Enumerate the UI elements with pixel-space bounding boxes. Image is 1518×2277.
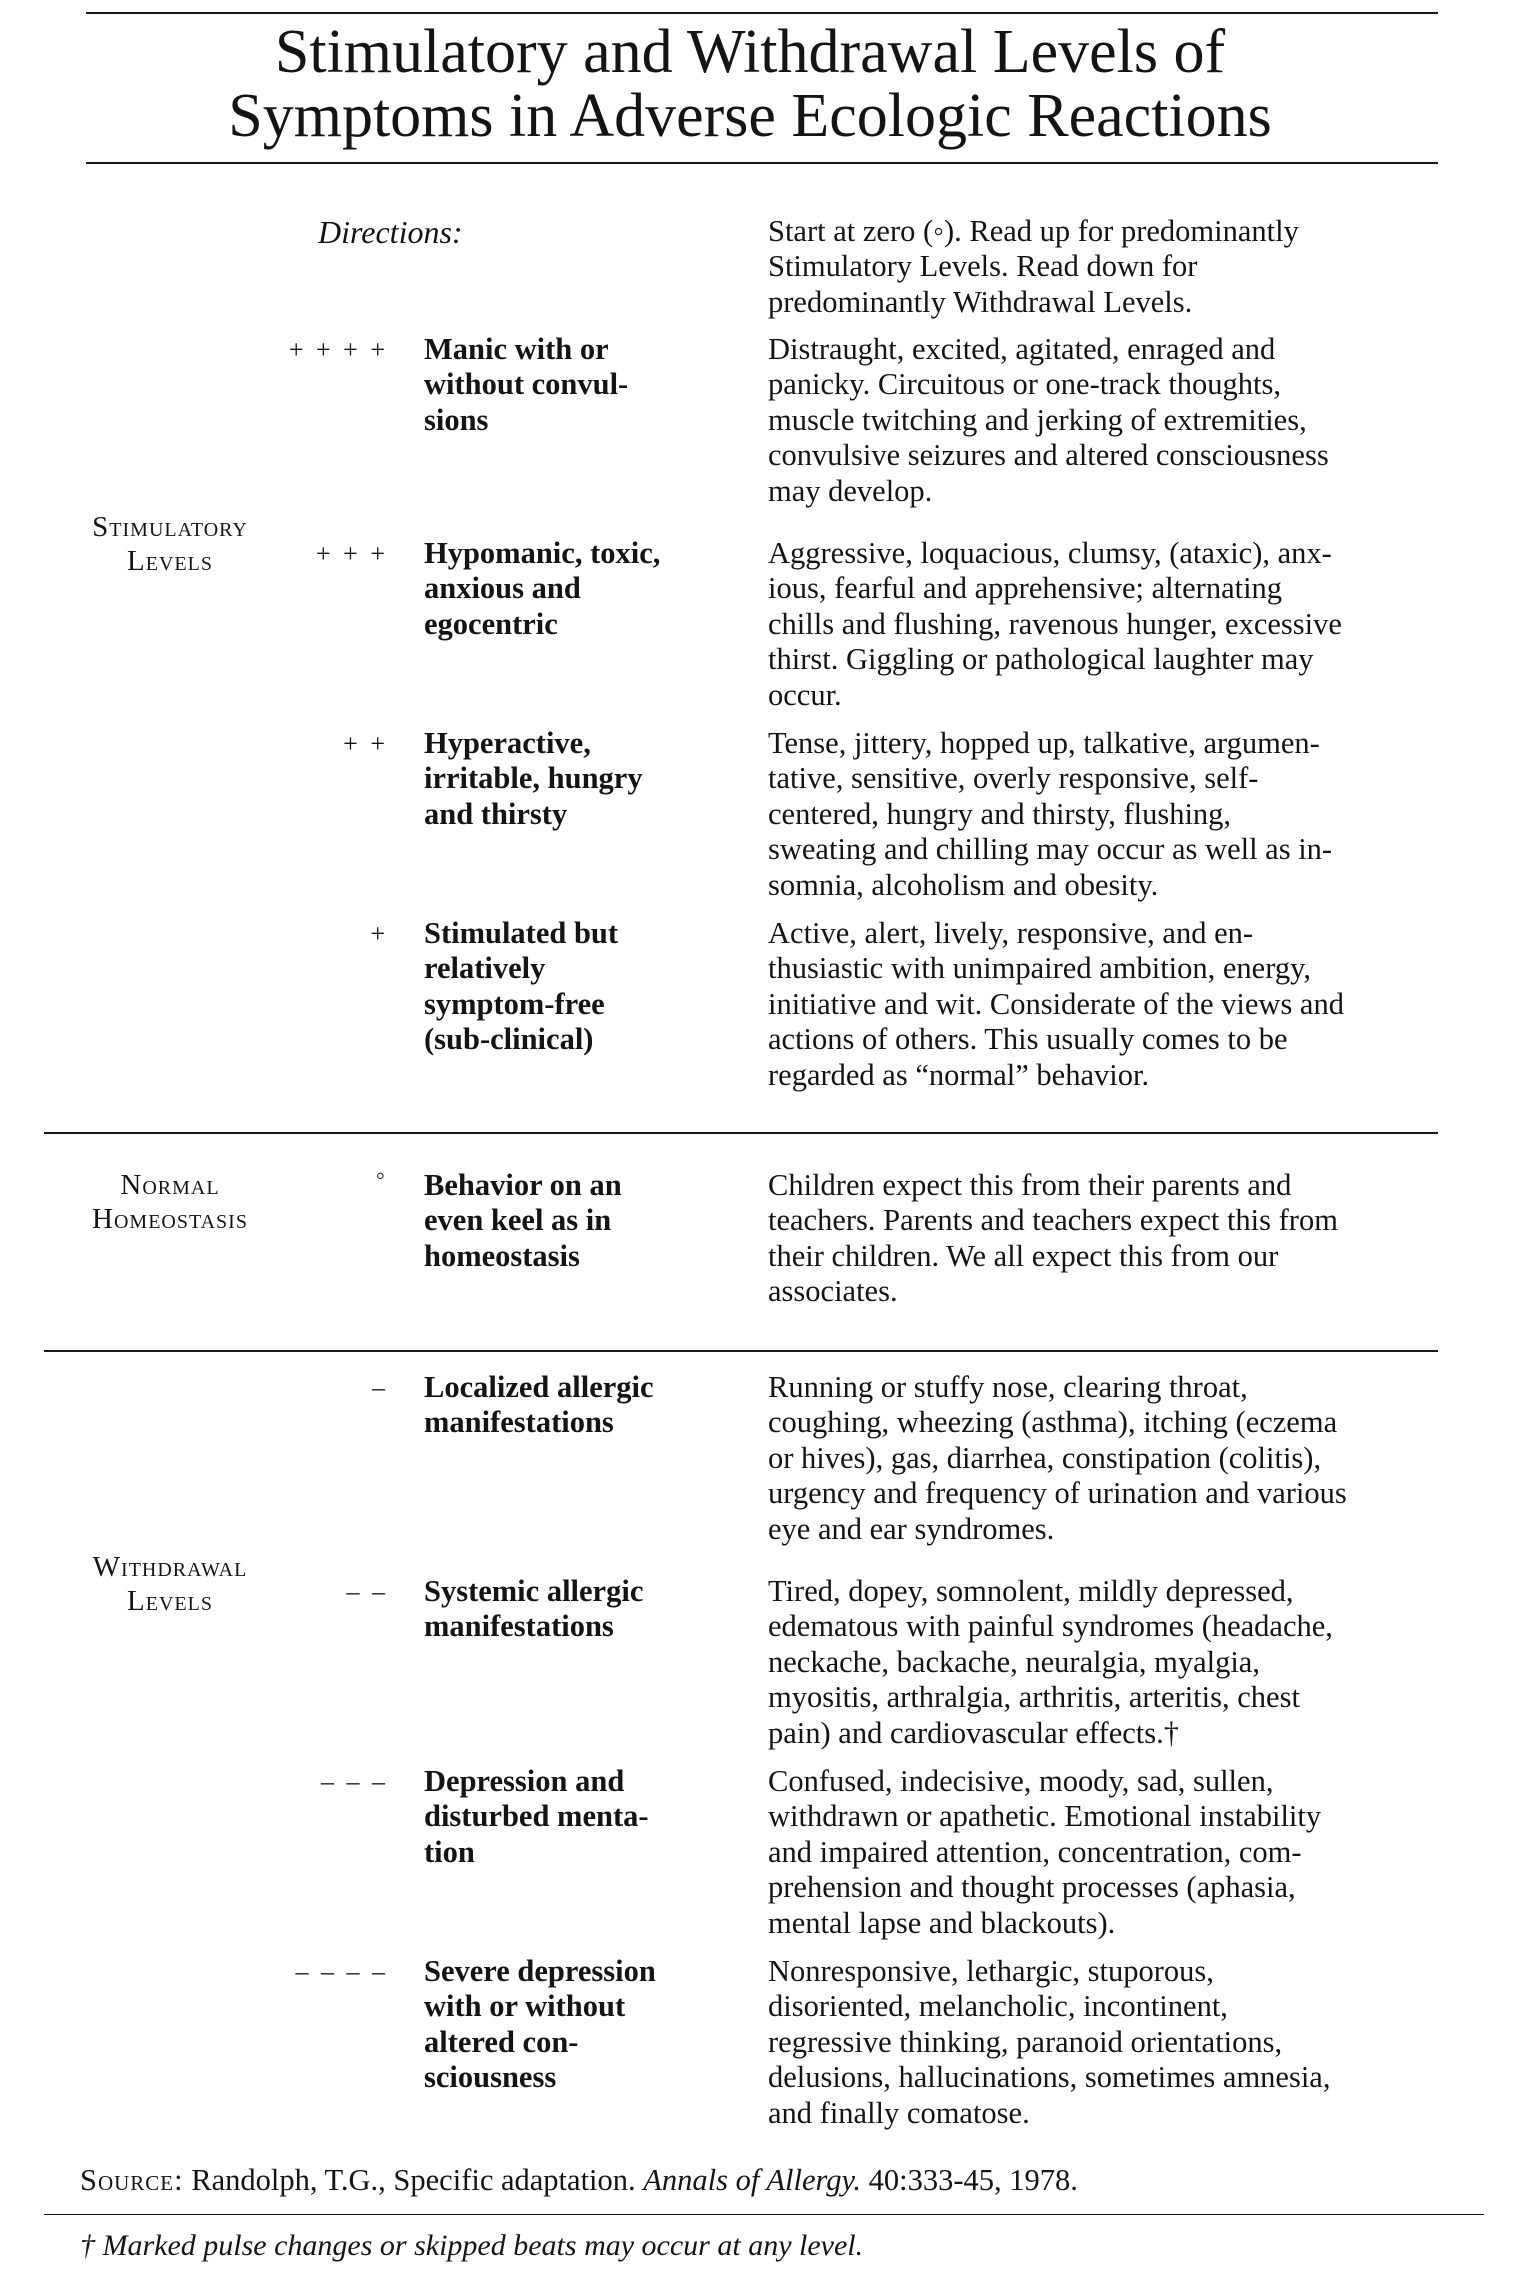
source-citation-detail: 40:333-45, 1978. [861,2163,1078,2197]
level-symbol: + + + + [288,335,388,364]
page-title [100,20,1400,148]
directions-line: Stimulatory Levels. Read down for [768,249,1198,284]
group-label-stimulatory: Stimulatory Levels [92,511,248,577]
footnote: † Marked pulse changes or skipped beats may occur at any level. [80,2229,864,2262]
level-symbol: + + [343,729,388,758]
level-description: Nonresponsive, lethargic, stuporous, disoriented, melancholic, incontinent, regressive thinking, paranoid orientations, delusions, hallucinations, sometimes amnesia, and finally comatose. [768,1954,1331,2130]
title-line-2: Symptoms in Adverse Ecologic Reactions [228,82,1272,150]
level-description: Running or stuffy nose, clearing throat, coughing, wheezing (asthma), itching (eczema or hives), gas, diarrhea, constipation (colitis), urgency and frequency of urination and various eye and ear syndromes. [768,1370,1347,1546]
source-label: Source: [80,2163,184,2197]
directions-line: predominantly Withdrawal Levels. [768,284,1193,319]
level-symbol: – – [346,1577,388,1606]
level-name: Manic with or without convul- sions [424,332,629,437]
level-name: Localized allergic manifestations [424,1370,654,1440]
directions-text [768,214,1488,320]
level-symbol: ◦ [375,1161,388,1190]
level-symbol: – [372,1373,388,1402]
footnote-rule [44,2214,1484,2215]
level-name: Behavior on an even keel as in homeostasis [424,1168,622,1273]
section-rule-stimulatory [44,1132,1438,1134]
source-journal: Annals of Allergy. [643,2163,862,2197]
level-description: Tense, jittery, hopped up, talkative, argumen- tative, sensitive, overly responsive, self- centered, hungry and thirsty, flushing, sweating and chilling may occur as well as in- somnia, alcoholism and obesity. [768,726,1333,902]
source-citation [80,2162,1078,2198]
group-label-normal: Normal Homeostasis [92,1169,248,1235]
level-description: Distraught, excited, agitated, enraged and panicky. Circuitous or one-track thoughts, muscle twitching and jerking of extremities, convulsive seizures and altered consciousness may develop. [768,332,1329,508]
level-name: Stimulated but relatively symptom-free (sub-clinical) [424,916,619,1057]
level-name: Depression and disturbed menta- tion [424,1764,649,1869]
group-label-withdrawal: Withdrawal Levels [92,1551,248,1617]
level-description: Tired, dopey, somnolent, mildly depressed, edematous with painful syndromes (headache, neckache, backache, neuralgia, myalgia, myositis, arthralgia, arthritis, arteritis, chest pain) and cardiovascular effects.† [768,1574,1333,1750]
level-description: Active, alert, lively, responsive, and en- thusiastic with unimpaired ambition, energy, initiative and wit. Considerate of the views and actions of others. This usually comes to be regarded as “normal” behavior. [768,916,1344,1092]
section-rule-normal [44,1350,1438,1352]
level-symbol: – – – [321,1767,388,1796]
level-name: Hypomanic, toxic, anxious and egocentric [424,536,661,641]
level-description: Children expect this from their parents and teachers. Parents and teachers expect this from their children. We all expect this from our associates. [768,1168,1338,1309]
directions-line: Start at zero (◦). Read up for predominantly [768,214,1299,248]
title-line-1: Stimulatory and Withdrawal Levels of [274,18,1226,86]
level-description: Aggressive, loquacious, clumsy, (ataxic), anx- ious, fearful and apprehensive; alternating chills and flushing, ravenous hunger, excessive thirst. Giggling or pathological laughter may occur. [768,536,1342,712]
level-name: Severe depression with or without altered con- sciousness [424,1954,656,2095]
source-text: Randolph, T.G., Specific adaptation. [183,2163,644,2197]
level-name: Systemic allergic manifestations [424,1574,644,1644]
level-symbol: + + + [316,539,388,568]
level-description: Confused, indecisive, moody, sad, sullen, withdrawn or apathetic. Emotional instability and impaired attention, concentration, com- prehension and thought processes (aphasia, mental lapse and blackouts). [768,1764,1322,1940]
title-rule [86,162,1438,164]
directions-label: Directions: [318,214,463,250]
level-name: Hyperactive, irritable, hungry and thirsty [424,726,643,831]
top-rule [86,12,1438,14]
level-symbol: + [370,919,388,948]
level-symbol: – – – – [295,1957,388,1986]
